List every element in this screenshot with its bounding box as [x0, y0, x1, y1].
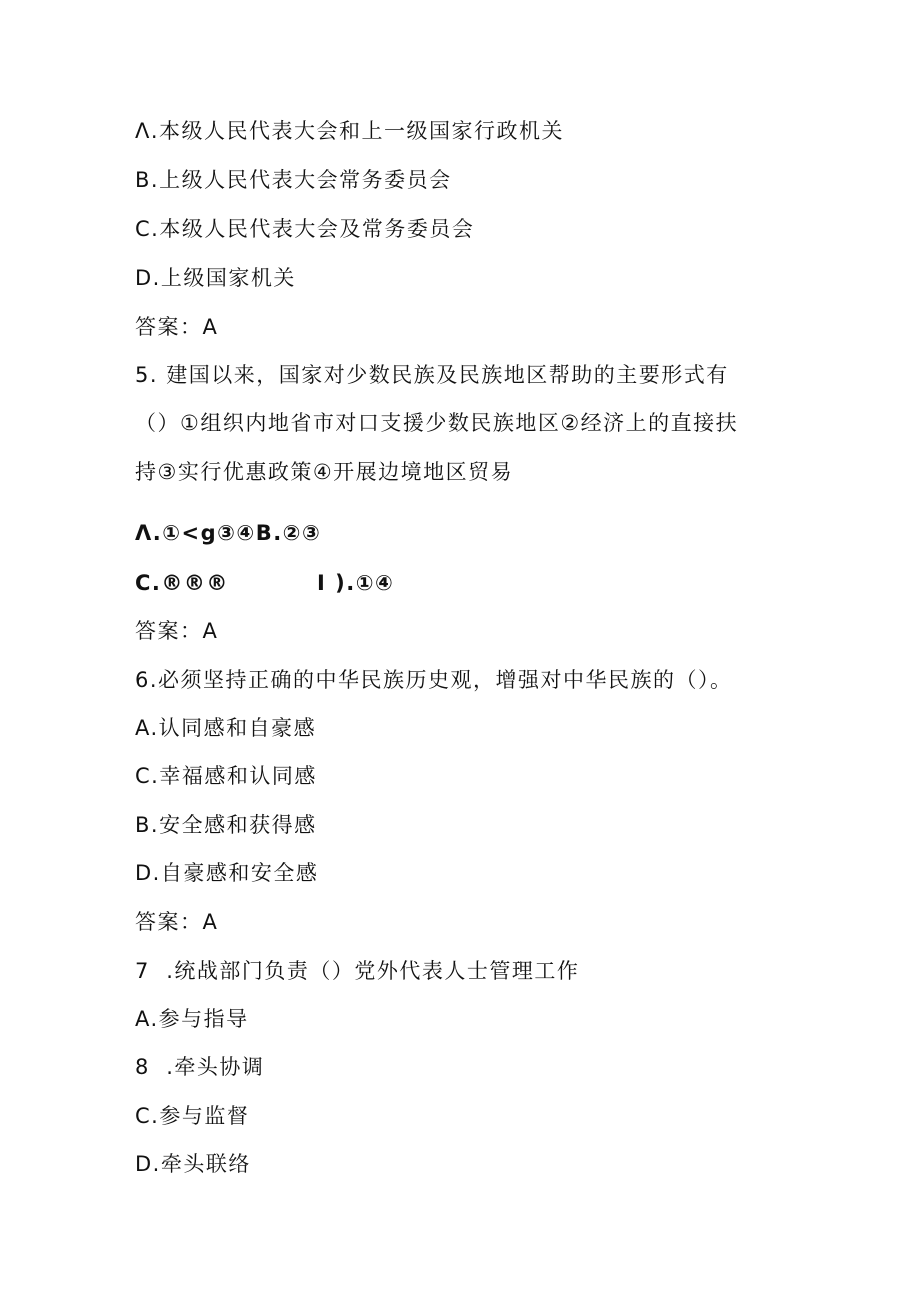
q7-question: 7 .统战部门负责（）党外代表人士管理工作 — [135, 959, 580, 983]
q6-option-c: C.幸福感和认同感 — [135, 764, 317, 788]
q5-options-ab: Λ.①<g③④B.②③ — [135, 521, 322, 545]
q7-option-d: D.牵头联络 — [135, 1152, 251, 1176]
q4-option-c: C.本级人民代表大会及常务委员会 — [135, 217, 475, 241]
q5-options-cd: C.®®® I ).①④ — [135, 571, 395, 595]
q7-option-c: C.参与监督 — [135, 1104, 250, 1128]
q5-question-line-2: （）①组织内地省市对口支援少数民族地区②经济上的直接扶 — [135, 411, 739, 435]
q4-option-d: D.上级国家机关 — [135, 266, 296, 290]
q6-option-d: D.自豪感和安全感 — [135, 861, 319, 885]
q6-question: 6.必须坚持正确的中华民族历史观，增强对中华民族的（）。 — [135, 668, 733, 692]
q7-option-b: 8 .牵头协调 — [135, 1055, 265, 1079]
q5-question-line-3: 持③实行优惠政策④开展边境地区贸易 — [135, 460, 514, 484]
q4-option-b: B.上级人民代表大会常务委员会 — [135, 168, 452, 192]
q5-question-line-1: 5. 建国以来，国家对少数民族及民族地区帮助的主要形式有 — [135, 363, 729, 387]
q4-option-a: Λ.本级人民代表大会和上一级国家行政机关 — [135, 119, 565, 143]
q6-answer: 答案：A — [135, 910, 219, 934]
q4-answer: 答案：A — [135, 315, 219, 339]
q7-option-a: A.参与指导 — [135, 1007, 249, 1031]
q5-answer: 答案：A — [135, 619, 219, 643]
q6-option-a: A.认同感和自豪感 — [135, 716, 317, 740]
q6-option-b: B.安全感和获得感 — [135, 813, 317, 837]
